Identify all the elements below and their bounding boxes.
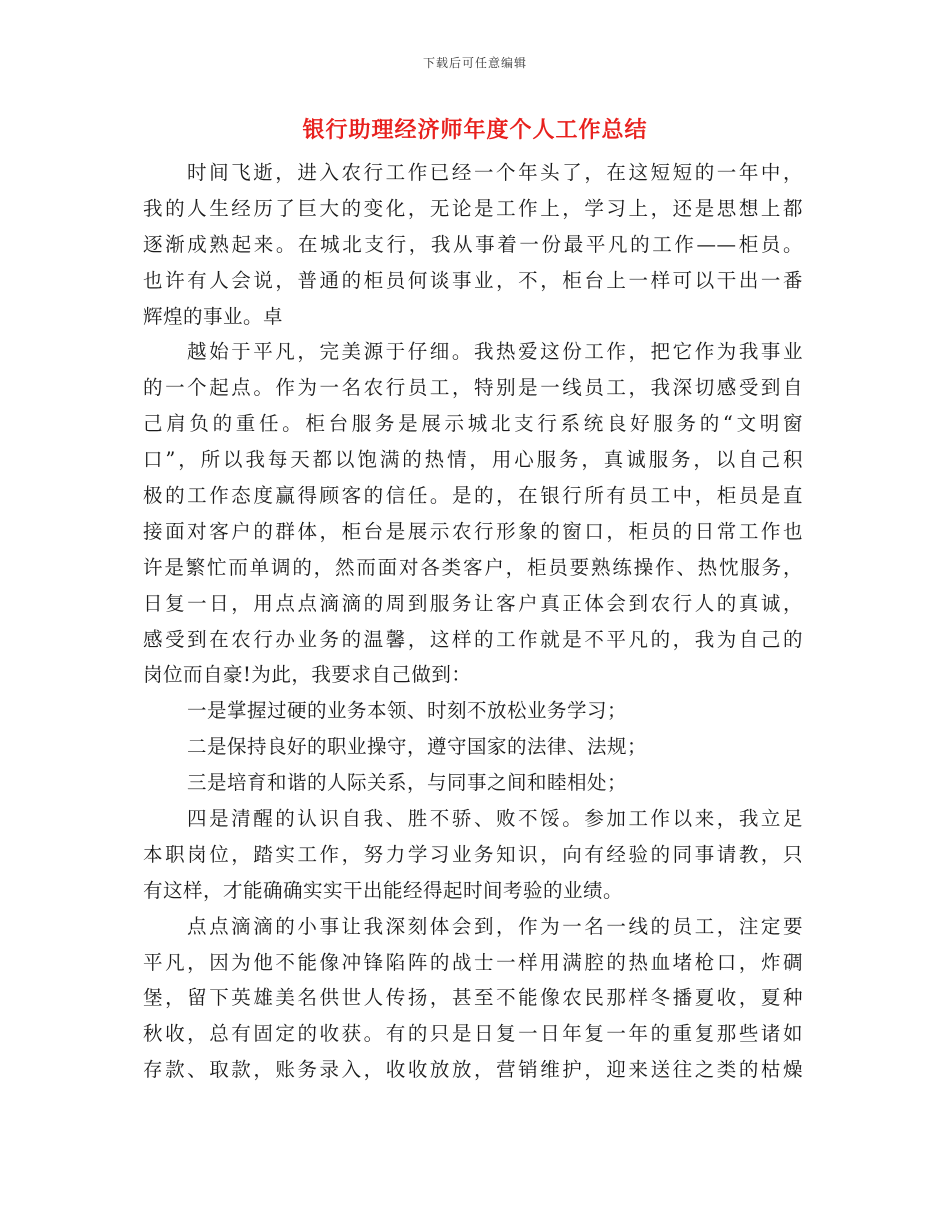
text-line: 己肩负的重任。柜台服务是展示城北支行系统良好服务的“文明窗 xyxy=(143,412,803,436)
text-line: 我的人生经历了巨大的变化，无论是工作上，学习上，还是思想上都 xyxy=(143,196,803,220)
text-line: 点点滴滴的小事让我深刻体会到，作为一名一线的员工，注定要 xyxy=(187,914,803,938)
text-line: 堡，留下英雄美名供世人传扬，甚至不能像农民那样冬播夏收，夏种 xyxy=(143,986,803,1010)
text-line: 三是培育和谐的人际关系，与同事之间和睦相处； xyxy=(187,771,628,795)
text-line: 极的工作态度赢得顾客的信任。是的，在银行所有员工中，柜员是直 xyxy=(143,484,803,508)
text-line: 越始于平凡，完美源于仔细。我热爱这份工作，把它作为我事业 xyxy=(187,340,803,364)
text-line: 口”，所以我每天都以饱满的热情，用心服务，真诚服务，以自己积 xyxy=(143,448,803,472)
text-line: 有这样，才能确确实实干出能经得起时间考验的业绩。 xyxy=(143,878,624,902)
document-title: 银行助理经济师年度个人工作总结 xyxy=(302,117,648,143)
text-line: 接面对客户的群体，柜台是展示农行形象的窗口，柜员的日常工作也 xyxy=(143,519,803,543)
text-line: 平凡，因为他不能像冲锋陷阵的战士一样用满腔的热血堵枪口，炸碉 xyxy=(143,950,803,974)
text-line: 一是掌握过硬的业务本领、时刻不放松业务学习； xyxy=(187,699,628,723)
header-note: 下载后可任意编辑 xyxy=(422,56,527,70)
text-line: 日复一日，用点点滴滴的周到服务让客户真正体会到农行人的真诚， xyxy=(143,591,803,615)
text-line: 秋收，总有固定的收获。有的只是日复一日年复一年的重复那些诸如 xyxy=(143,1022,803,1046)
text-line: 逐渐成熟起来。在城北支行，我从事着一份最平凡的工作——柜员。 xyxy=(143,232,803,256)
text-line: 也许有人会说，普通的柜员何谈事业，不，柜台上一样可以干出一番 xyxy=(143,268,803,292)
text-line: 许是繁忙而单调的，然而面对各类客户，柜员要熟练操作、热忱服务， xyxy=(143,555,803,579)
text-line: 本职岗位，踏实工作，努力学习业务知识，向有经验的同事请教，只 xyxy=(143,842,803,866)
text-line: 二是保持良好的职业操守，遵守国家的法律、法规； xyxy=(187,735,648,759)
text-line: 四是清醒的认识自我、胜不骄、败不馁。参加工作以来，我立足 xyxy=(187,807,803,831)
text-line: 岗位而自豪!为此，我要求自己做到： xyxy=(143,663,472,687)
text-line: 的一个起点。作为一名农行员工，特别是一线员工，我深切感受到自 xyxy=(143,376,803,400)
text-line: 存款、取款，账务录入，收收放放，营销维护，迎来送往之类的枯燥 xyxy=(143,1058,803,1082)
text-line: 辉煌的事业。卓 xyxy=(143,304,284,328)
text-line: 感受到在农行办业务的温馨，这样的工作就是不平凡的，我为自己的 xyxy=(143,627,803,651)
document-body xyxy=(143,155,803,1088)
text-line: 时间飞逝，进入农行工作已经一个年头了，在这短短的一年中， xyxy=(187,161,803,184)
